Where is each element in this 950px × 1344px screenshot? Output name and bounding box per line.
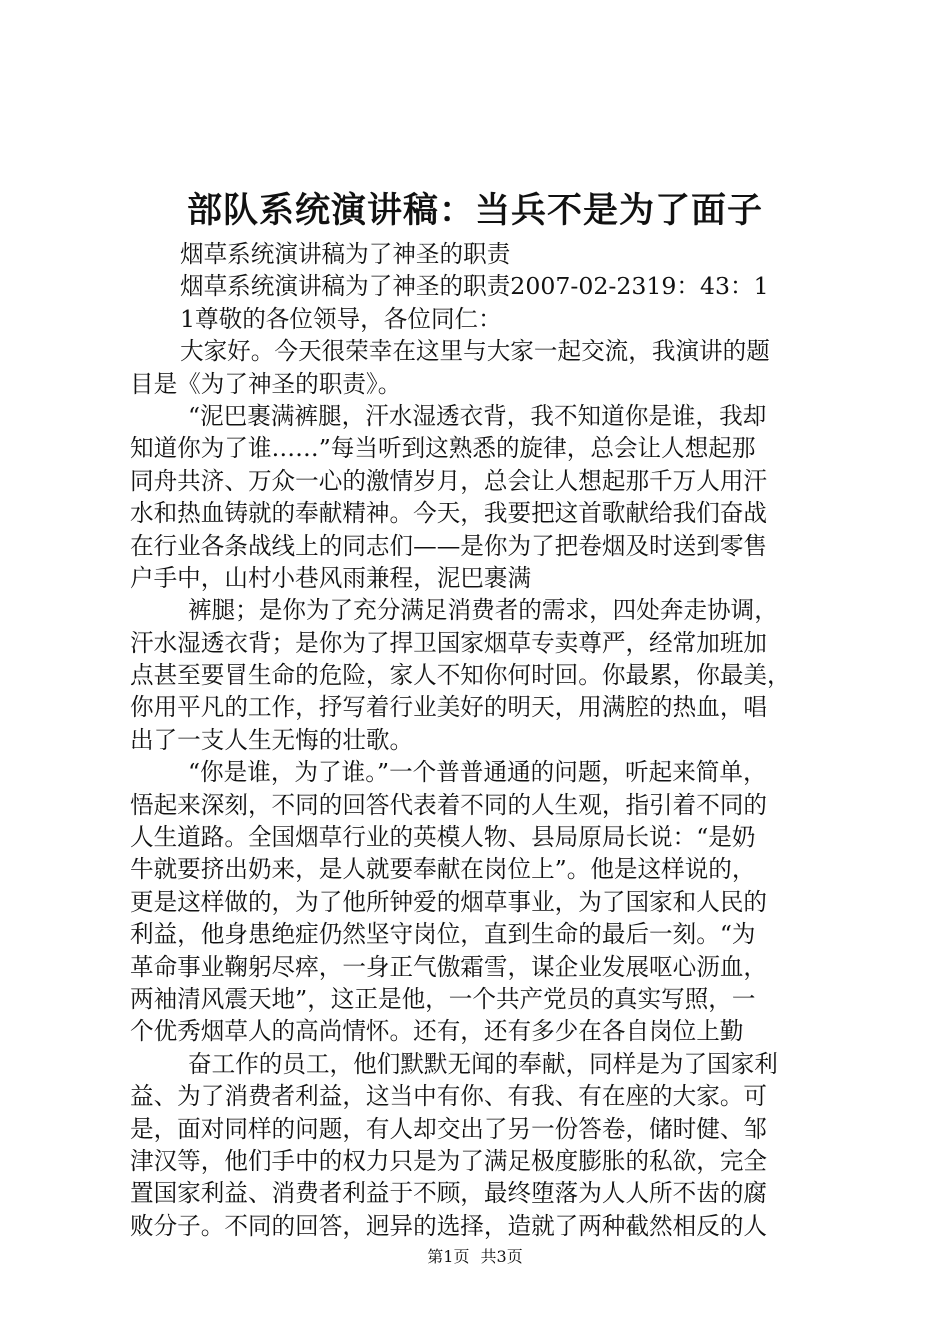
text-line: 你用平凡的工作，抒写着行业美好的明天，用满腔的热血，唱: [130, 693, 768, 722]
text-line: 是，面对同样的问题，有人却交出了另一份答卷，储时健、邹: [130, 1114, 768, 1143]
document-body: [130, 238, 846, 1242]
text-line: 牛就要挤出奶来，是人就要奉献在岗位上”。他是这样说的，: [130, 855, 756, 884]
text-line: 同舟共济、万众一心的激情岁月，总会让人想起那千万人用汗: [130, 466, 768, 495]
text-line: 目是《为了神圣的职责》。: [130, 369, 402, 398]
text-line: 汗水湿透衣背；是你为了捍卫国家烟草专卖尊严，经常加班加: [130, 628, 768, 657]
text-line: 败分子。不同的回答，迥异的选择，造就了两种截然相反的人: [130, 1211, 768, 1240]
text-line: “泥巴裹满裤腿，汗水湿透衣背，我不知道你是谁，我却: [188, 401, 767, 430]
text-line: 点甚至要冒生命的危险，家人不知你何时回。你最累，你最美，: [130, 661, 791, 690]
text-line: 人生道路。全国烟草行业的英模人物、县局原局长说：“是奶: [130, 823, 756, 852]
text-line: 悟起来深刻，不同的回答代表着不同的人生观，指引着不同的: [130, 790, 768, 819]
text-line: 两袖清风震天地”，这正是他，一个共产党员的真实写照，一: [130, 984, 756, 1013]
text-line: 奋工作的员工，他们默默无闻的奉献，同样是为了国家利: [188, 1049, 778, 1078]
text-line: 烟草系统演讲稿为了神圣的职责: [180, 240, 511, 268]
text-line: 水和热血铸就的奉献精神。今天，我要把这首歌献给我们奋战: [130, 499, 768, 528]
text-line: 出了一支人生无悔的壮歌。: [130, 725, 414, 754]
page-number: 第1页: [427, 1247, 470, 1266]
text-line: 裤腿；是你为了充分满足消费者的需求，四处奔走协调，: [188, 596, 778, 625]
document-title: 部队系统演讲稿：当兵不是为了面子: [186, 190, 763, 231]
text-line: 大家好。今天很荣幸在这里与大家一起交流，我演讲的题: [180, 337, 770, 366]
text-line: 津汉等，他们手中的权力只是为了满足极度膨胀的私欲，完全: [130, 1146, 768, 1175]
text-line: 知道你为了谁……”每当听到这熟悉的旋律，总会让人想起那: [130, 434, 756, 463]
text-line: 户手中，山村小巷风雨兼程，泥巴裹满: [130, 563, 532, 592]
page-footer: [0, 1246, 950, 1268]
page-total: 共3页: [480, 1247, 523, 1266]
text-line: 革命事业鞠躬尽瘁，一身正气傲霜雪，谋企业发展呕心沥血，: [130, 952, 768, 981]
text-line: 益、为了消费者利益，这当中有你、有我、有在座的大家。可: [130, 1082, 768, 1111]
text-line: 1尊敬的各位领导，各位同仁：: [180, 304, 502, 333]
text-line: 在行业各条战线上的同志们——是你为了把卷烟及时送到零售: [130, 531, 768, 560]
text-line: 更是这样做的，为了他所钟爱的烟草事业，为了国家和人民的: [130, 887, 768, 916]
text-line: “你是谁，为了谁。”一个普普通通的问题，听起来简单，: [188, 758, 767, 787]
text-line: 利益，他身患绝症仍然坚守岗位，直到生命的最后一刻。“为: [130, 920, 756, 949]
text-line: 个优秀烟草人的高尚情怀。还有，还有多少在各自岗位上勤: [130, 1017, 744, 1046]
text-line: 烟草系统演讲稿为了神圣的职责2007-02-2319：43：1: [180, 272, 769, 301]
text-line: 置国家利益、消费者利益于不顾，最终堕落为人人所不齿的腐: [130, 1179, 768, 1208]
